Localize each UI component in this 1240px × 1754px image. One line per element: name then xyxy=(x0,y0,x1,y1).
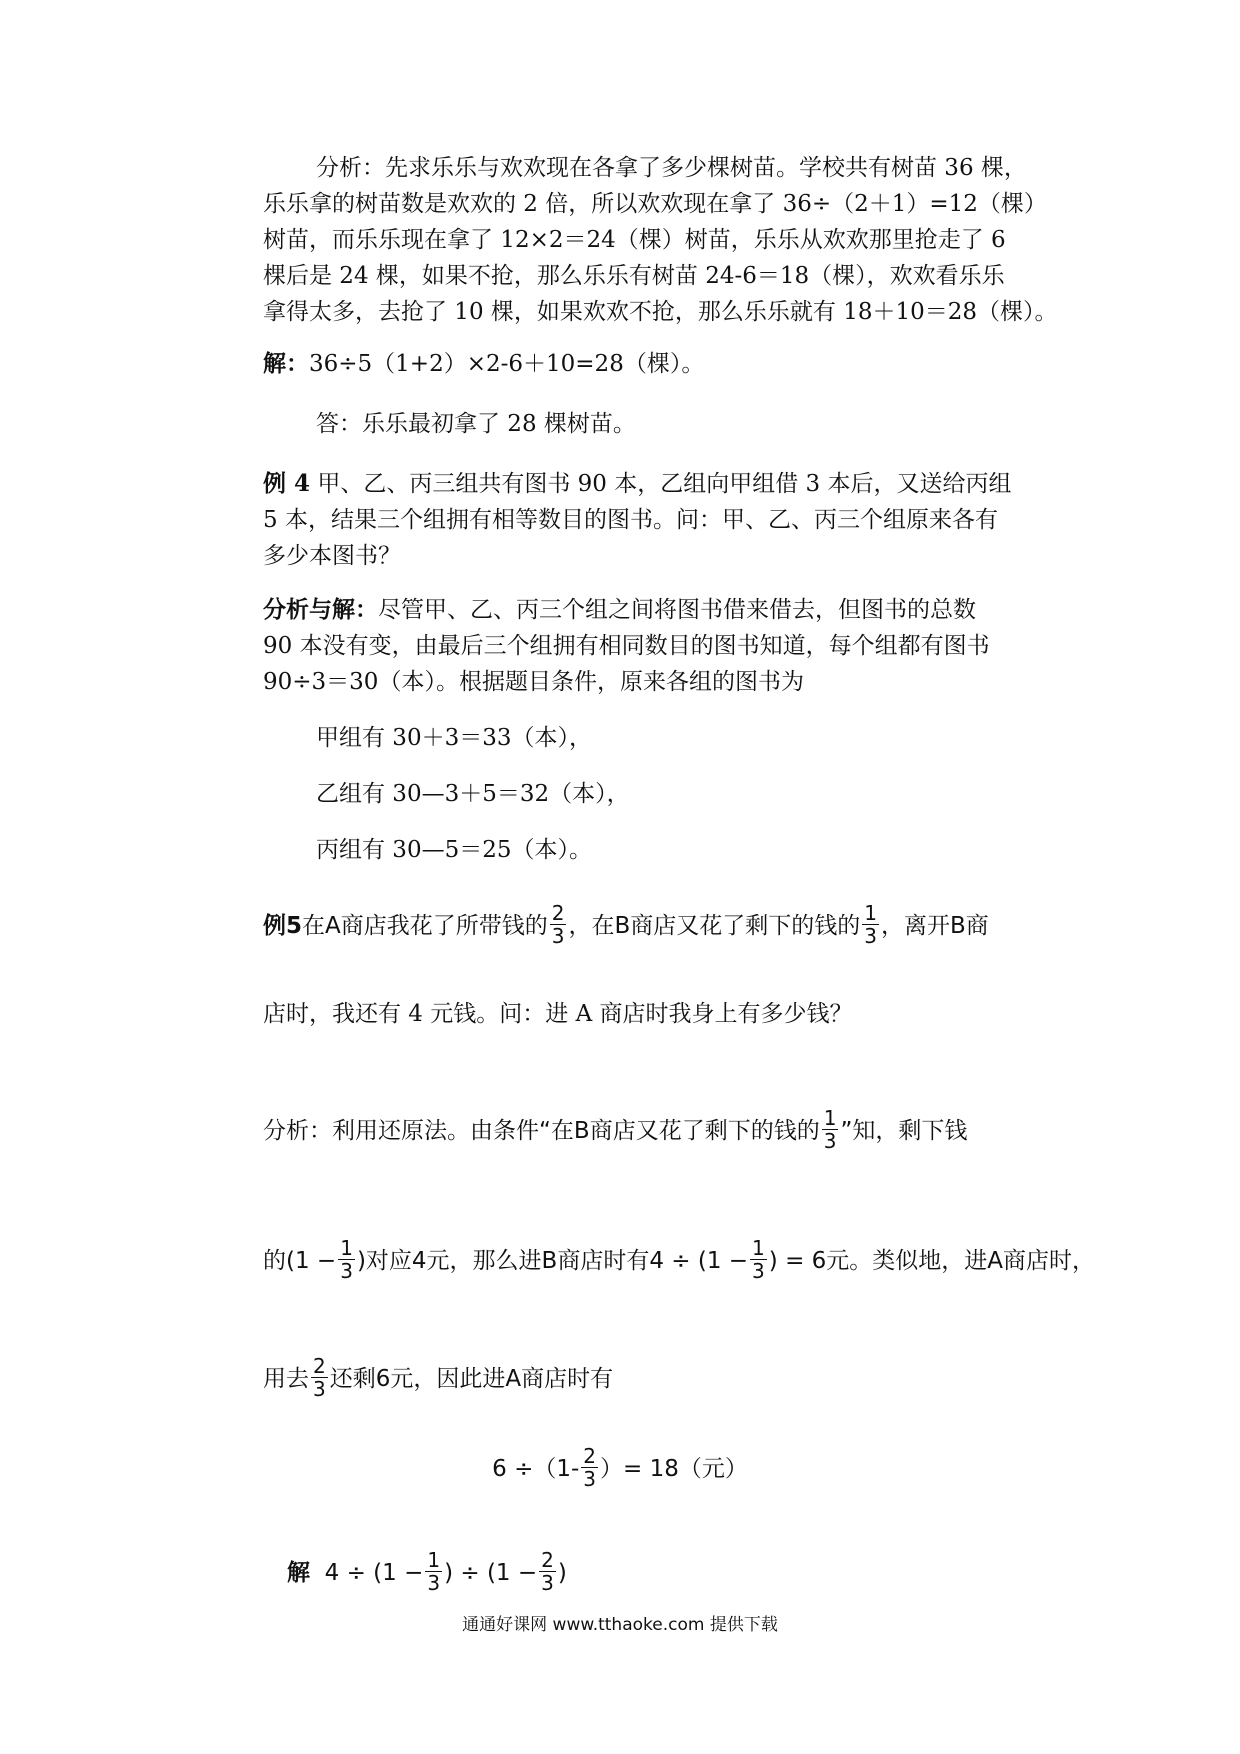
solution5-text-1: 4 ÷ (1 − xyxy=(324,1560,424,1586)
fraction-one-third xyxy=(338,1238,355,1281)
solution1-label: 解： xyxy=(263,350,309,377)
analysis5-l3-text-2: 还剩6元，因此进A商店时有 xyxy=(329,1366,614,1392)
example4-text: 甲、乙、丙三组共有图书 90 本，乙组向甲组借 3 本后，又送给丙组 xyxy=(310,471,1012,497)
solution5-text-2: ) ÷ (1 − xyxy=(444,1560,538,1586)
group-c: 丙组有 30—5＝25（本）。 xyxy=(316,837,592,863)
solution1 xyxy=(263,346,1063,382)
example4-label: 例 4 xyxy=(263,470,311,497)
solution5-text-3: ) xyxy=(557,1560,567,1586)
analysis4-line3: 90÷3＝30（本）。根据题目条件，原来各组的图书为 xyxy=(263,669,804,695)
group-a: 甲组有 30＋3＝33（本）， xyxy=(316,725,592,751)
analysis1-line3: 树苗，而乐乐现在拿了 12×2＝24（棵）树苗，乐乐从欢欢那里抢走了 6 xyxy=(263,227,1006,253)
solution1-text: 36÷5（1+2）×2-6＋10=28（棵）。 xyxy=(309,351,705,377)
fraction-two-thirds xyxy=(581,1446,598,1489)
fraction-one-third xyxy=(822,1108,839,1151)
denominator: 3 xyxy=(313,1377,326,1401)
numerator: 1 xyxy=(752,1236,765,1260)
fraction-two-thirds xyxy=(539,1550,556,1593)
analysis1-line5: 拿得太多，去抢了 10 棵，如果欢欢不抢，那么乐乐就有 18＋10＝28（棵）。 xyxy=(263,299,1058,325)
denominator: 3 xyxy=(427,1571,441,1595)
analysis4-text: 尽管甲、乙、丙三个组之间将图书借来借去，但图书的总数 xyxy=(378,597,976,623)
denominator: 3 xyxy=(551,924,565,948)
analysis5-text-1: 分析：利用还原法。由条件“在B商店又花了剩下的钱的 xyxy=(263,1118,820,1144)
example5-text-3: ，离开B商 xyxy=(881,913,989,939)
analysis4-line2: 90 本没有变，由最后三个组拥有相同数目的图书知道，每个组都有图书 xyxy=(263,633,990,659)
analysis1-line1: 分析：先求乐乐与欢欢现在各拿了多少棵树苗。学校共有树苗 36 棵， xyxy=(316,155,1027,181)
analysis5-equation xyxy=(0,1444,1240,1491)
numerator: 2 xyxy=(583,1444,597,1468)
analysis5-line3 xyxy=(263,1354,1063,1401)
group-b: 乙组有 30—3＋5＝32（本）， xyxy=(316,781,630,807)
fraction-two-thirds xyxy=(550,903,567,946)
fraction-one-third xyxy=(750,1238,767,1281)
analysis4-line1 xyxy=(263,592,1063,628)
numerator: 1 xyxy=(340,1236,353,1260)
example5-line2: 店时，我还有 4 元钱。问：进 A 商店时我身上有多少钱？ xyxy=(263,1001,853,1027)
fraction-one-third xyxy=(425,1550,442,1593)
example4-line3: 多少本图书？ xyxy=(263,543,401,569)
analysis4-label: 分析与解： xyxy=(263,596,378,623)
denominator: 3 xyxy=(541,1571,554,1595)
numerator: 1 xyxy=(427,1548,441,1572)
example5-line1 xyxy=(263,901,1063,948)
analysis5-l2-text-2: )对应4元，那么进B商店时有4 ÷ (1 − xyxy=(356,1248,749,1274)
equation-text-1: 6 ÷（1- xyxy=(492,1456,580,1482)
numerator: 1 xyxy=(823,1106,837,1130)
denominator: 3 xyxy=(823,1129,837,1153)
analysis5-line1 xyxy=(263,1106,1063,1153)
example5-label: 例5 xyxy=(263,913,303,939)
analysis5-l2-text-3: ) = 6元。类似地，进A商店时， xyxy=(768,1248,1096,1274)
analysis5-l3-text-1: 用去 xyxy=(263,1366,309,1392)
numerator: 1 xyxy=(864,901,877,925)
denominator: 3 xyxy=(340,1259,353,1283)
answer1: 答：乐乐最初拿了 28 棵树苗。 xyxy=(316,411,636,437)
numerator: 2 xyxy=(551,901,565,925)
example5-text-1: 在A商店我花了所带钱的 xyxy=(302,913,548,939)
analysis5-l2-text-1: 的(1 − xyxy=(263,1248,337,1274)
equation-text-2: ）= 18（元） xyxy=(600,1456,748,1482)
example4-line2: 5 本，结果三个组拥有相等数目的图书。问：甲、乙、丙三个组原来各有 xyxy=(263,507,998,533)
fraction-two-thirds xyxy=(311,1356,328,1399)
denominator: 3 xyxy=(752,1259,765,1283)
fraction-one-third xyxy=(862,903,879,946)
solution5 xyxy=(287,1548,1087,1595)
analysis1-line4: 棵后是 24 棵，如果不抢，那么乐乐有树苗 24-6＝18（棵），欢欢看乐乐 xyxy=(263,263,1005,289)
example4-line1 xyxy=(263,466,1063,502)
example5-text-2: ，在B商店又花了剩下的钱的 xyxy=(568,913,861,939)
denominator: 3 xyxy=(864,924,877,948)
analysis5-line2 xyxy=(263,1236,1096,1283)
analysis5-text-2: ”知，剩下钱 xyxy=(840,1118,968,1144)
denominator: 3 xyxy=(583,1467,597,1491)
solution5-label: 解 xyxy=(287,1560,310,1586)
numerator: 2 xyxy=(541,1548,554,1572)
numerator: 2 xyxy=(313,1354,326,1378)
analysis1-line2: 乐乐拿的树苗数是欢欢的 2 倍，所以欢欢现在拿了 36÷（2＋1）=12（棵） xyxy=(263,191,1047,217)
page-footer: 通通好课网 www.tthaoke.com 提供下载 xyxy=(462,1615,778,1635)
